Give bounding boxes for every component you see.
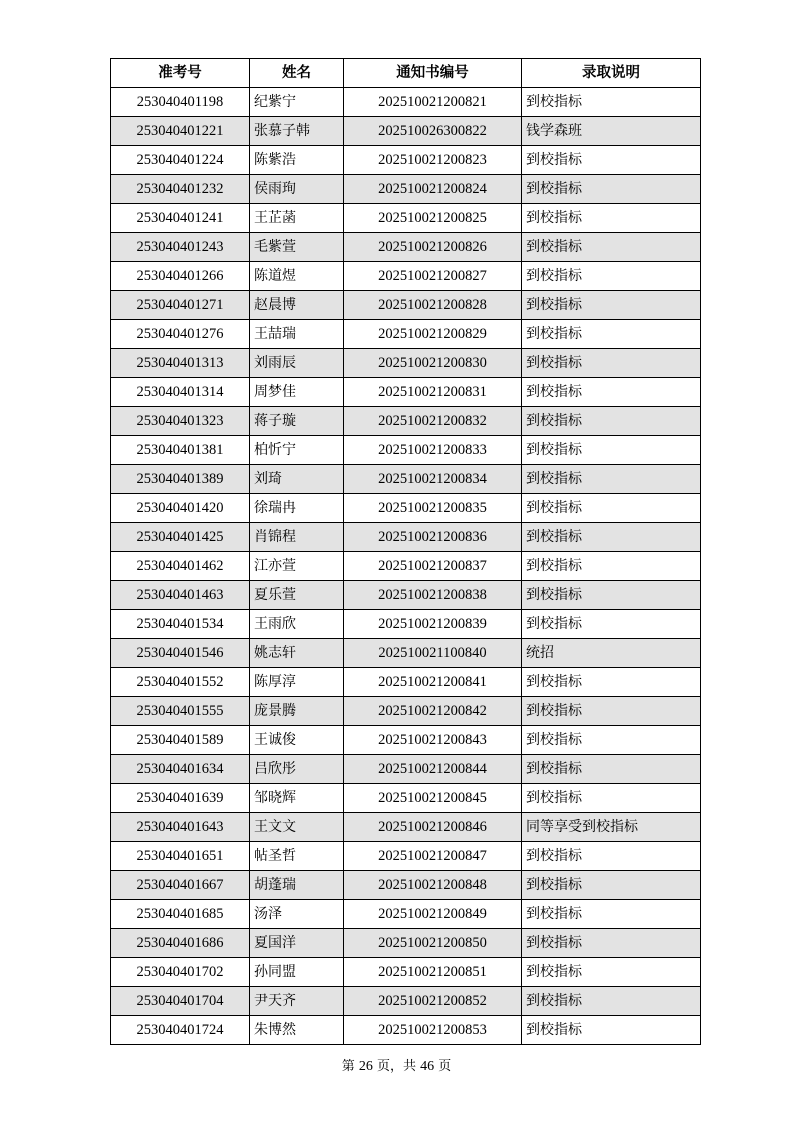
- cell-notice-number: 202510021200845: [344, 784, 522, 813]
- cell-exam-number: 253040401724: [111, 1016, 250, 1045]
- cell-name: 徐瑞冉: [250, 494, 344, 523]
- cell-exam-number: 253040401634: [111, 755, 250, 784]
- cell-notice-number: 202510021200835: [344, 494, 522, 523]
- table-row: [111, 784, 701, 813]
- table-row: [111, 349, 701, 378]
- cell-exam-number: 253040401667: [111, 871, 250, 900]
- cell-notice-number: 202510021200839: [344, 610, 522, 639]
- cell-notice-number: 202510021200842: [344, 697, 522, 726]
- cell-notice-number: 202510026300822: [344, 117, 522, 146]
- cell-admission-note: 到校指标: [522, 465, 701, 494]
- table-row: [111, 88, 701, 117]
- cell-exam-number: 253040401702: [111, 958, 250, 987]
- cell-name: 邹晓辉: [250, 784, 344, 813]
- cell-exam-number: 253040401589: [111, 726, 250, 755]
- cell-exam-number: 253040401685: [111, 900, 250, 929]
- header-notice-number: 通知书编号: [344, 59, 522, 88]
- cell-name: 王雨欣: [250, 610, 344, 639]
- table-row: [111, 175, 701, 204]
- cell-admission-note: 到校指标: [522, 668, 701, 697]
- cell-name: 蒋子璇: [250, 407, 344, 436]
- cell-exam-number: 253040401198: [111, 88, 250, 117]
- cell-admission-note: 到校指标: [522, 88, 701, 117]
- cell-notice-number: 202510021200823: [344, 146, 522, 175]
- cell-notice-number: 202510021200850: [344, 929, 522, 958]
- cell-name: 夏乐萱: [250, 581, 344, 610]
- table-row: [111, 291, 701, 320]
- cell-notice-number: 202510021200846: [344, 813, 522, 842]
- cell-exam-number: 253040401555: [111, 697, 250, 726]
- cell-admission-note: 到校指标: [522, 407, 701, 436]
- table-row: [111, 755, 701, 784]
- cell-exam-number: 253040401552: [111, 668, 250, 697]
- cell-exam-number: 253040401651: [111, 842, 250, 871]
- cell-exam-number: 253040401425: [111, 523, 250, 552]
- cell-exam-number: 253040401639: [111, 784, 250, 813]
- table-header-row: [111, 59, 701, 88]
- cell-exam-number: 253040401534: [111, 610, 250, 639]
- cell-name: 吕欣彤: [250, 755, 344, 784]
- cell-notice-number: 202510021200824: [344, 175, 522, 204]
- cell-name: 庞景腾: [250, 697, 344, 726]
- cell-exam-number: 253040401266: [111, 262, 250, 291]
- cell-notice-number: 202510021200836: [344, 523, 522, 552]
- cell-name: 朱博然: [250, 1016, 344, 1045]
- table-row: [111, 813, 701, 842]
- cell-name: 张慕子韩: [250, 117, 344, 146]
- cell-admission-note: 钱学森班: [522, 117, 701, 146]
- cell-name: 柏忻宁: [250, 436, 344, 465]
- table-row: [111, 117, 701, 146]
- cell-name: 汤泽: [250, 900, 344, 929]
- cell-name: 周梦佳: [250, 378, 344, 407]
- cell-notice-number: 202510021200841: [344, 668, 522, 697]
- table-row: [111, 726, 701, 755]
- cell-notice-number: 202510021200851: [344, 958, 522, 987]
- cell-admission-note: 到校指标: [522, 784, 701, 813]
- table-row: [111, 436, 701, 465]
- page-footer: [0, 1055, 793, 1075]
- cell-admission-note: 到校指标: [522, 204, 701, 233]
- table-row: [111, 320, 701, 349]
- header-admission-note: 录取说明: [522, 59, 701, 88]
- cell-admission-note: 统招: [522, 639, 701, 668]
- cell-notice-number: 202510021200847: [344, 842, 522, 871]
- table-row: [111, 494, 701, 523]
- cell-admission-note: 到校指标: [522, 871, 701, 900]
- cell-exam-number: 253040401232: [111, 175, 250, 204]
- cell-name: 王芷菡: [250, 204, 344, 233]
- table-row: [111, 900, 701, 929]
- cell-notice-number: 202510021200832: [344, 407, 522, 436]
- cell-notice-number: 202510021200821: [344, 88, 522, 117]
- table-row: [111, 958, 701, 987]
- table-row: [111, 146, 701, 175]
- cell-admission-note: 到校指标: [522, 929, 701, 958]
- cell-notice-number: 202510021100840: [344, 639, 522, 668]
- table-row: [111, 610, 701, 639]
- cell-name: 陈厚淳: [250, 668, 344, 697]
- cell-exam-number: 253040401381: [111, 436, 250, 465]
- table-row: [111, 697, 701, 726]
- cell-exam-number: 253040401323: [111, 407, 250, 436]
- cell-admission-note: 到校指标: [522, 842, 701, 871]
- cell-admission-note: 到校指标: [522, 320, 701, 349]
- cell-exam-number: 253040401241: [111, 204, 250, 233]
- cell-notice-number: 202510021200831: [344, 378, 522, 407]
- cell-admission-note: 到校指标: [522, 581, 701, 610]
- cell-exam-number: 253040401686: [111, 929, 250, 958]
- cell-admission-note: 到校指标: [522, 900, 701, 929]
- cell-admission-note: 到校指标: [522, 523, 701, 552]
- table-row: [111, 842, 701, 871]
- cell-exam-number: 253040401420: [111, 494, 250, 523]
- cell-admission-note: 到校指标: [522, 755, 701, 784]
- cell-admission-note: 到校指标: [522, 436, 701, 465]
- cell-exam-number: 253040401463: [111, 581, 250, 610]
- table-row: [111, 233, 701, 262]
- header-exam-number: 准考号: [111, 59, 250, 88]
- cell-name: 胡蓬瑞: [250, 871, 344, 900]
- cell-name: 孙同盟: [250, 958, 344, 987]
- cell-admission-note: 到校指标: [522, 233, 701, 262]
- cell-admission-note: 到校指标: [522, 494, 701, 523]
- table-row: [111, 523, 701, 552]
- cell-admission-note: 到校指标: [522, 552, 701, 581]
- cell-admission-note: 到校指标: [522, 146, 701, 175]
- cell-admission-note: 到校指标: [522, 349, 701, 378]
- cell-exam-number: 253040401314: [111, 378, 250, 407]
- header-name: 姓名: [250, 59, 344, 88]
- footer-total-pages: 46: [420, 1059, 435, 1074]
- cell-exam-number: 253040401221: [111, 117, 250, 146]
- cell-notice-number: 202510021200838: [344, 581, 522, 610]
- cell-notice-number: 202510021200853: [344, 1016, 522, 1045]
- cell-exam-number: 253040401243: [111, 233, 250, 262]
- cell-admission-note: 到校指标: [522, 958, 701, 987]
- cell-admission-note: 到校指标: [522, 987, 701, 1016]
- cell-name: 刘琦: [250, 465, 344, 494]
- cell-name: 王文文: [250, 813, 344, 842]
- cell-exam-number: 253040401276: [111, 320, 250, 349]
- cell-exam-number: 253040401389: [111, 465, 250, 494]
- cell-admission-note: 到校指标: [522, 378, 701, 407]
- cell-name: 陈紫浩: [250, 146, 344, 175]
- cell-admission-note: 到校指标: [522, 291, 701, 320]
- footer-middle: 页，共: [376, 1059, 416, 1074]
- table-row: [111, 639, 701, 668]
- cell-exam-number: 253040401271: [111, 291, 250, 320]
- table-row: [111, 871, 701, 900]
- cell-notice-number: 202510021200826: [344, 233, 522, 262]
- cell-name: 刘雨辰: [250, 349, 344, 378]
- cell-name: 江亦萱: [250, 552, 344, 581]
- table-row: [111, 552, 701, 581]
- cell-admission-note: 同等享受到校指标: [522, 813, 701, 842]
- cell-notice-number: 202510021200852: [344, 987, 522, 1016]
- cell-exam-number: 253040401546: [111, 639, 250, 668]
- cell-name: 帖圣哲: [250, 842, 344, 871]
- cell-admission-note: 到校指标: [522, 697, 701, 726]
- cell-notice-number: 202510021200829: [344, 320, 522, 349]
- cell-notice-number: 202510021200848: [344, 871, 522, 900]
- cell-name: 赵晨博: [250, 291, 344, 320]
- table-row: [111, 204, 701, 233]
- table-row: [111, 262, 701, 291]
- cell-notice-number: 202510021200849: [344, 900, 522, 929]
- table-row: [111, 668, 701, 697]
- admission-table: [110, 58, 701, 1045]
- cell-name: 夏国洋: [250, 929, 344, 958]
- cell-notice-number: 202510021200830: [344, 349, 522, 378]
- cell-exam-number: 253040401462: [111, 552, 250, 581]
- cell-exam-number: 253040401224: [111, 146, 250, 175]
- cell-notice-number: 202510021200833: [344, 436, 522, 465]
- cell-name: 毛紫萱: [250, 233, 344, 262]
- footer-prefix: 第: [341, 1059, 355, 1074]
- cell-name: 陈道煜: [250, 262, 344, 291]
- cell-admission-note: 到校指标: [522, 726, 701, 755]
- cell-name: 王喆瑞: [250, 320, 344, 349]
- cell-notice-number: 202510021200844: [344, 755, 522, 784]
- table-row: [111, 378, 701, 407]
- cell-notice-number: 202510021200828: [344, 291, 522, 320]
- cell-notice-number: 202510021200834: [344, 465, 522, 494]
- footer-page-number: 26: [358, 1059, 373, 1074]
- cell-admission-note: 到校指标: [522, 175, 701, 204]
- cell-notice-number: 202510021200825: [344, 204, 522, 233]
- cell-name: 尹天齐: [250, 987, 344, 1016]
- cell-name: 纪紫宁: [250, 88, 344, 117]
- cell-name: 肖锦程: [250, 523, 344, 552]
- cell-exam-number: 253040401704: [111, 987, 250, 1016]
- table-row: [111, 465, 701, 494]
- table-row: [111, 929, 701, 958]
- table-row: [111, 581, 701, 610]
- cell-name: 王诚俊: [250, 726, 344, 755]
- table-row: [111, 407, 701, 436]
- cell-exam-number: 253040401643: [111, 813, 250, 842]
- cell-notice-number: 202510021200843: [344, 726, 522, 755]
- cell-name: 侯雨珣: [250, 175, 344, 204]
- cell-name: 姚志轩: [250, 639, 344, 668]
- cell-notice-number: 202510021200827: [344, 262, 522, 291]
- cell-exam-number: 253040401313: [111, 349, 250, 378]
- cell-admission-note: 到校指标: [522, 262, 701, 291]
- cell-admission-note: 到校指标: [522, 610, 701, 639]
- footer-suffix: 页: [438, 1059, 452, 1074]
- table-row: [111, 1016, 701, 1045]
- cell-admission-note: 到校指标: [522, 1016, 701, 1045]
- table-row: [111, 987, 701, 1016]
- cell-notice-number: 202510021200837: [344, 552, 522, 581]
